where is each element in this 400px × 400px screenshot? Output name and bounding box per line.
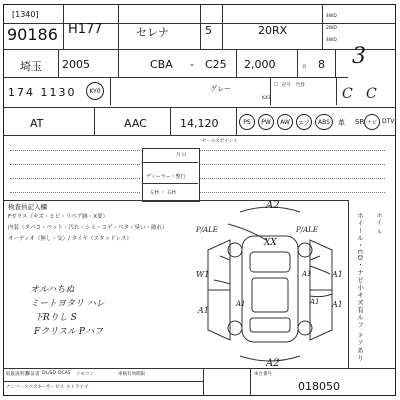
- lot-number: 90186: [7, 25, 58, 44]
- divider: [94, 107, 95, 135]
- region: 埼玉: [20, 60, 42, 73]
- handwritten-note-1: オルハちぬ: [30, 285, 75, 295]
- inspector-line-glass: Fガラス（キズ・ヒビ・リペア跡・X要）: [8, 214, 109, 220]
- comment-line: [10, 192, 140, 193]
- option-dtv: DTV: [382, 118, 395, 125]
- color-small-label-3: 色替: [296, 83, 305, 88]
- comment-line: [200, 150, 385, 151]
- chassis-separator: -: [190, 58, 194, 71]
- bottom-label-stripe: ストライプ: [66, 385, 89, 390]
- option-airbag: エア: [296, 114, 312, 130]
- color-label: グレー: [210, 85, 231, 93]
- circle-code: KY0: [86, 82, 104, 100]
- drive-label-2wd: 2WD: [326, 26, 337, 31]
- right-vertical-small: ホイ ル: [375, 212, 382, 236]
- divider: [118, 49, 119, 77]
- comment-line: [10, 164, 140, 165]
- divider: [250, 368, 251, 396]
- mark-mid-2: A1: [310, 298, 320, 306]
- mark-c-1: C: [342, 86, 353, 102]
- era-year: H17: [68, 22, 95, 37]
- divider: [110, 77, 111, 105]
- option-leather: 革: [338, 119, 345, 127]
- drive-label-4wd: 4WD: [326, 14, 337, 19]
- handwritten-note-4: Fクリスル Pハフ: [34, 327, 103, 337]
- bottom-label-dl: DL/SD: [42, 371, 56, 376]
- label-left: P/ALE: [196, 226, 218, 234]
- label-right: P/ALE: [296, 226, 318, 234]
- year: 2005: [62, 58, 90, 71]
- handwritten-note-2: ミートヨタリ ハレ: [30, 299, 105, 309]
- windshield-outline: [250, 252, 290, 272]
- aircon: AAC: [124, 117, 147, 130]
- displacement: 2,000: [244, 58, 276, 71]
- comment-line: [10, 178, 140, 179]
- color-small-label-1: □: [274, 82, 279, 87]
- divider: [3, 368, 396, 369]
- chassis-code: C25: [205, 58, 227, 71]
- divider: [348, 200, 349, 368]
- mark-left-2: A1: [198, 306, 209, 315]
- option-pw: PW: [258, 114, 274, 130]
- divider: [236, 107, 237, 135]
- inspector-heading: 検査員記入欄: [8, 203, 47, 211]
- scribble-line: [228, 224, 266, 240]
- comment-line: [200, 178, 385, 179]
- bottom-label-warranty: 保証書: [26, 372, 40, 377]
- divider: [335, 49, 336, 77]
- color-small-label-2: 記号: [282, 83, 291, 88]
- divider: [270, 77, 271, 105]
- right-vertical-note: ホイール・CD・ナビ小キズ有ルフ ドアあり: [356, 212, 364, 362]
- comment-line: [200, 192, 385, 193]
- bottom-label-sparekey: スペアキー: [24, 385, 47, 390]
- mark-right-2: A1: [332, 300, 343, 309]
- color-code: K43: [262, 96, 271, 101]
- sales-point-label: セールスポイント: [202, 139, 238, 144]
- mark-left-1: W1: [196, 270, 210, 279]
- chassis-serial: 018050: [298, 380, 340, 393]
- bottom-label-inspection: 車検有効期限: [118, 372, 145, 377]
- lot-label: [1340]: [12, 10, 39, 19]
- divider: [58, 49, 59, 77]
- divider: [297, 49, 298, 77]
- score: 3: [352, 44, 366, 69]
- transmission: AT: [30, 117, 44, 130]
- service-item-dealer: ディーラー・整行: [146, 174, 186, 180]
- option-ps: PS: [239, 114, 255, 130]
- divider: [142, 183, 198, 184]
- mark-mid-3: A1: [236, 300, 246, 308]
- mark-c-2: C: [366, 86, 377, 102]
- option-abs: ABS: [315, 114, 333, 130]
- service-item-handle: 左H ・ 右H: [150, 190, 176, 196]
- inspector-line-interior: 内装（タバコ・ペット・汚れ・シミ・コゲ・ベタ・臭い・破れ）: [8, 225, 168, 231]
- divider: [3, 77, 348, 78]
- grade: 20RX: [258, 24, 288, 37]
- divider: [200, 4, 201, 49]
- divider: [322, 4, 323, 49]
- bottom-label-number: ナンバー: [6, 385, 24, 390]
- divider: [3, 49, 396, 50]
- mark-right-1: A1: [332, 270, 343, 279]
- divider: [236, 49, 237, 77]
- divider: [336, 77, 337, 105]
- roof-outline: [252, 278, 288, 312]
- mark-front-xx: XX: [264, 238, 277, 248]
- divider: [3, 135, 396, 136]
- door-count: 5: [205, 24, 212, 37]
- divider: [3, 381, 203, 382]
- handwritten-note-3: 下Rりし S: [34, 313, 77, 323]
- divider: [203, 368, 204, 396]
- mark-front: A2: [266, 200, 280, 211]
- month: 7: [94, 22, 103, 37]
- divider: [222, 4, 223, 49]
- bottom-label-dcas: DCAS: [58, 371, 71, 376]
- rear-window-outline: [250, 318, 290, 332]
- divider: [142, 162, 198, 163]
- bottom-label-manual: 取扱説明書: [6, 372, 29, 377]
- inspector-line-audio: オーディオ（無し・交）/ タイヤ（スタッドレス）: [8, 236, 132, 242]
- bottom-label-service: サービス: [46, 385, 64, 390]
- serial-label: 車台番号: [254, 372, 272, 377]
- serial-digits: 174 1130: [8, 86, 77, 99]
- model-name: セレナ: [136, 26, 169, 39]
- chassis-prefix: CBA: [150, 58, 173, 71]
- option-aw: AW: [277, 114, 293, 130]
- seats: 8: [318, 58, 325, 71]
- mark-mid-1: A1: [302, 270, 312, 278]
- drive-label-4wd-alt: 4WD: [326, 38, 337, 43]
- comment-line: [10, 150, 140, 151]
- divider: [118, 4, 119, 49]
- mark-rear: A2: [266, 358, 280, 369]
- comment-line: [200, 164, 385, 165]
- seats-unit: 名: [302, 65, 307, 70]
- divider: [170, 107, 171, 135]
- option-navi: ナビ: [364, 114, 380, 130]
- divider: [3, 107, 396, 108]
- option-sunroof: SR: [355, 118, 365, 126]
- bottom-label-remote: リモコン: [76, 372, 94, 377]
- mileage: 14,120: [180, 117, 219, 130]
- service-box-title: 月 日: [176, 153, 187, 158]
